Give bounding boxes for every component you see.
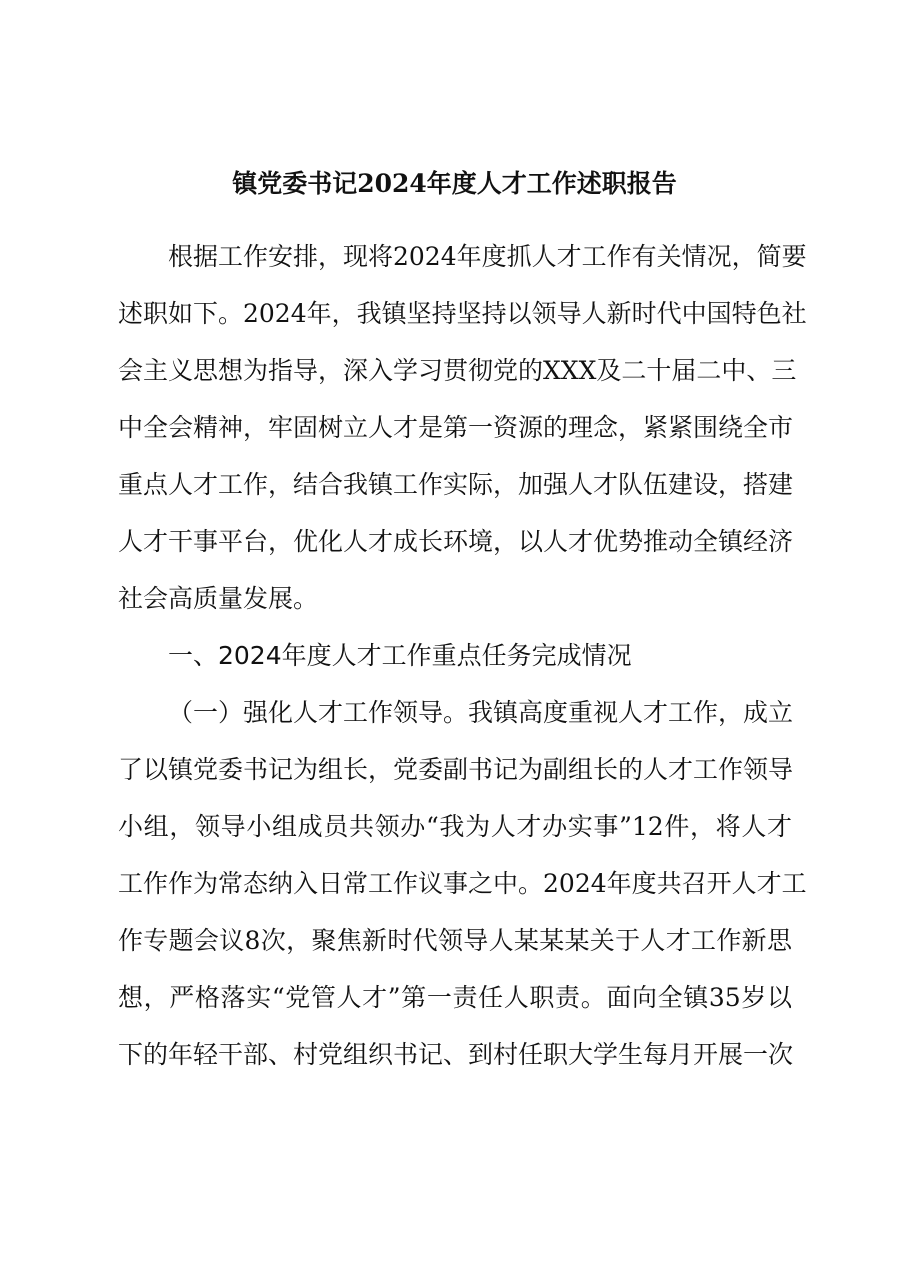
paragraph-line: 根据工作安排，现将2024年度抓人才工作有关情况，简要 <box>168 242 807 271</box>
paragraph-line: 会主义思想为指导，深入学习贯彻党的XXX及二十届二中、三 <box>118 356 797 385</box>
paragraph-line: （一）强化人才工作领导。我镇高度重视人才工作，成立 <box>168 698 794 727</box>
paragraph-line: 作专题会议8次，聚焦新时代领导人某某某关于人才工作新思 <box>118 926 792 955</box>
paragraph-line: 了以镇党委书记为组长，党委副书记为副组长的人才工作领导 <box>118 755 794 784</box>
document-title: 镇党委书记2024年度人才工作述职报告 <box>232 169 677 198</box>
paragraph-line: 中全会精神，牢固树立人才是第一资源的理念，紧紧围绕全市 <box>118 413 794 442</box>
paragraph-line: 下的年轻干部、村党组织书记、到村任职大学生每月开展一次 <box>118 1040 794 1069</box>
paragraph-line: 小组，领导小组成员共领办“我为人才办实事”12件，将人才 <box>118 812 792 841</box>
paragraph-line: 述职如下。2024年，我镇坚持坚持以领导人新时代中国特色社 <box>118 299 807 328</box>
paragraph-line: 人才干事平台，优化人才成长环境，以人才优势推动全镇经济 <box>118 527 794 556</box>
paragraph-line: 工作作为常态纳入日常工作议事之中。2024年度共召开人才工 <box>118 869 807 898</box>
paragraph-line: 想，严格落实“党管人才”第一责任人职责。面向全镇35岁以 <box>118 983 792 1012</box>
section-heading: 一、2024年度人才工作重点任务完成情况 <box>168 641 632 670</box>
paragraph-line: 重点人才工作，结合我镇工作实际，加强人才队伍建设，搭建 <box>118 470 794 499</box>
paragraph-line: 社会高质量发展。 <box>118 584 319 613</box>
